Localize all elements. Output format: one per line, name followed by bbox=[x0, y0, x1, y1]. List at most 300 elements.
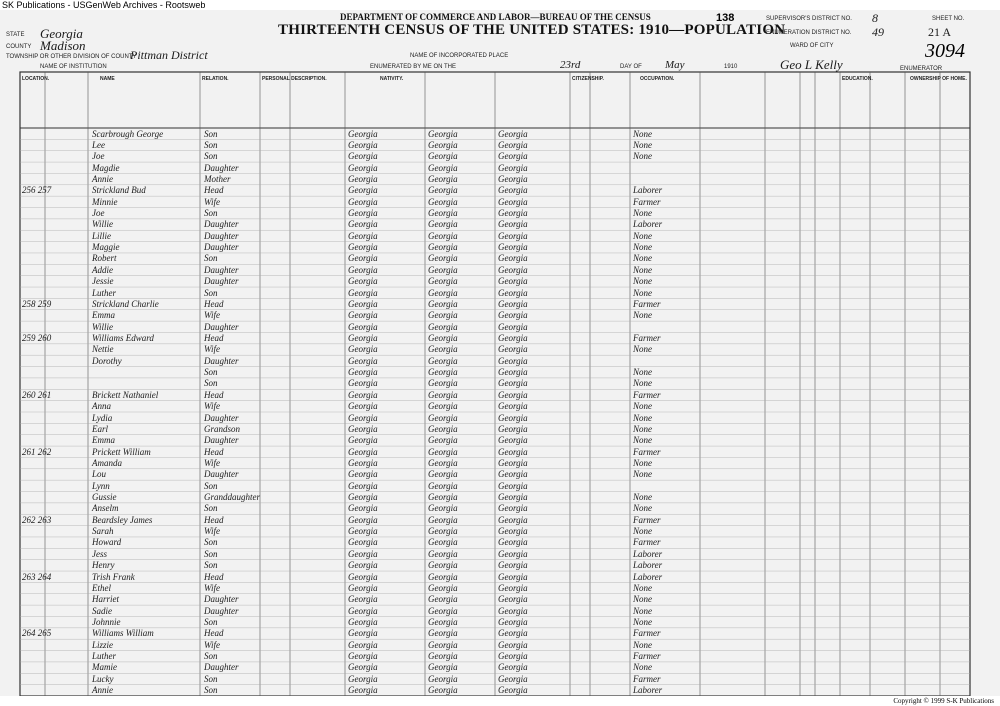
occupation-cell: Farmer bbox=[633, 651, 661, 662]
birthplace-father: Georgia bbox=[428, 219, 458, 230]
relation-cell: Son bbox=[204, 548, 218, 559]
birthplace-father: Georgia bbox=[428, 639, 458, 650]
birthplace-person: Georgia bbox=[348, 230, 378, 241]
birthplace-father: Georgia bbox=[428, 435, 458, 446]
birthplace-person: Georgia bbox=[348, 651, 378, 662]
enumeration-label: ENUMERATION DISTRICT NO. bbox=[766, 30, 852, 36]
relation-cell: Son bbox=[204, 616, 218, 627]
birthplace-person: Georgia bbox=[348, 492, 378, 503]
state-value: Georgia bbox=[40, 26, 83, 41]
birthplace-father: Georgia bbox=[428, 582, 458, 593]
birthplace-mother: Georgia bbox=[498, 208, 528, 219]
county-label: COUNTY bbox=[6, 44, 32, 50]
birthplace-person: Georgia bbox=[348, 480, 378, 491]
person-name: Henry bbox=[92, 560, 115, 571]
occupation-cell: Farmer bbox=[633, 196, 661, 207]
birthplace-mother: Georgia bbox=[498, 173, 528, 184]
birthplace-mother: Georgia bbox=[498, 378, 528, 389]
birthplace-father: Georgia bbox=[428, 242, 458, 253]
relation-cell: Grandson bbox=[204, 423, 241, 434]
relation-cell: Daughter bbox=[204, 321, 239, 332]
relation-cell: Daughter bbox=[204, 264, 239, 275]
occupation-cell: None bbox=[633, 378, 652, 389]
relation-cell: Daughter bbox=[204, 435, 239, 446]
birthplace-person: Georgia bbox=[348, 401, 378, 412]
birthplace-mother: Georgia bbox=[498, 537, 528, 548]
relation-cell: Daughter bbox=[204, 662, 239, 673]
birthplace-father: Georgia bbox=[428, 651, 458, 662]
enumeration-no: 49 bbox=[872, 25, 884, 39]
person-name: Lee bbox=[92, 139, 105, 150]
relation-cell: Wife bbox=[204, 310, 220, 321]
person-name: Harriet bbox=[92, 594, 119, 605]
birthplace-person: Georgia bbox=[348, 616, 378, 627]
occupation-cell: None bbox=[633, 582, 652, 593]
column-heading: EDUCATION. bbox=[842, 76, 873, 82]
birthplace-father: Georgia bbox=[428, 298, 458, 309]
occupation-cell: None bbox=[633, 242, 652, 253]
birthplace-mother: Georgia bbox=[498, 276, 528, 287]
relation-cell: Daughter bbox=[204, 469, 239, 480]
birthplace-mother: Georgia bbox=[498, 264, 528, 275]
birthplace-person: Georgia bbox=[348, 594, 378, 605]
page-number: 138 bbox=[716, 12, 735, 24]
birthplace-person: Georgia bbox=[348, 162, 378, 173]
relation-cell: Head bbox=[204, 332, 224, 343]
person-name: Luther bbox=[92, 287, 117, 298]
birthplace-person: Georgia bbox=[348, 253, 378, 264]
occupation-cell: Laborer bbox=[633, 548, 663, 559]
person-name: Addie bbox=[92, 264, 113, 275]
relation-cell: Head bbox=[204, 185, 224, 196]
birthplace-father: Georgia bbox=[428, 162, 458, 173]
relation-cell: Son bbox=[204, 651, 218, 662]
birthplace-father: Georgia bbox=[428, 548, 458, 559]
occupation-cell: None bbox=[633, 253, 652, 264]
birthplace-father: Georgia bbox=[428, 457, 458, 468]
birthplace-mother: Georgia bbox=[498, 242, 528, 253]
person-name: Willie bbox=[92, 321, 113, 332]
birthplace-father: Georgia bbox=[428, 514, 458, 525]
birthplace-mother: Georgia bbox=[498, 582, 528, 593]
person-name: Prickett William bbox=[92, 446, 151, 457]
birthplace-person: Georgia bbox=[348, 685, 378, 696]
relation-cell: Son bbox=[204, 560, 218, 571]
person-name: Dorothy bbox=[92, 355, 122, 366]
occupation-cell: None bbox=[633, 435, 652, 446]
birthplace-mother: Georgia bbox=[498, 401, 528, 412]
birthplace-person: Georgia bbox=[348, 389, 378, 400]
person-name: Joe bbox=[92, 151, 105, 162]
birthplace-father: Georgia bbox=[428, 139, 458, 150]
occupation-cell: None bbox=[633, 151, 652, 162]
birthplace-person: Georgia bbox=[348, 526, 378, 537]
occupation-cell: Laborer bbox=[633, 685, 663, 696]
relation-cell: Daughter bbox=[204, 162, 239, 173]
birthplace-mother: Georgia bbox=[498, 605, 528, 616]
birthplace-person: Georgia bbox=[348, 264, 378, 275]
dwelling-number: 264 265 bbox=[22, 628, 52, 639]
person-name: Robert bbox=[92, 253, 117, 264]
birthplace-mother: Georgia bbox=[498, 560, 528, 571]
birthplace-mother: Georgia bbox=[498, 139, 528, 150]
birthplace-father: Georgia bbox=[428, 571, 458, 582]
birthplace-father: Georgia bbox=[428, 469, 458, 480]
relation-cell: Son bbox=[204, 139, 218, 150]
column-heading: NAME bbox=[100, 76, 115, 82]
township-label: TOWNSHIP OR OTHER DIVISION OF COUNTY bbox=[6, 54, 137, 60]
relation-cell: Son bbox=[204, 128, 218, 139]
enumerator-name: Geo L Kelly bbox=[780, 57, 843, 72]
birthplace-person: Georgia bbox=[348, 151, 378, 162]
county-value: Madison bbox=[40, 38, 86, 53]
birthplace-father: Georgia bbox=[428, 560, 458, 571]
birthplace-mother: Georgia bbox=[498, 571, 528, 582]
birthplace-mother: Georgia bbox=[498, 151, 528, 162]
birthplace-mother: Georgia bbox=[498, 685, 528, 696]
sheet-label: SHEET NO. bbox=[932, 16, 965, 22]
birthplace-person: Georgia bbox=[348, 208, 378, 219]
person-name: Williams William bbox=[92, 628, 154, 639]
birthplace-person: Georgia bbox=[348, 378, 378, 389]
birthplace-father: Georgia bbox=[428, 628, 458, 639]
birthplace-father: Georgia bbox=[428, 446, 458, 457]
person-name: Lucky bbox=[92, 673, 114, 684]
relation-cell: Son bbox=[204, 673, 218, 684]
relation-cell: Head bbox=[204, 389, 224, 400]
place-label: NAME OF INCORPORATED PLACE bbox=[410, 53, 509, 59]
occupation-cell: Farmer bbox=[633, 446, 661, 457]
column-heading: CITIZENSHIP. bbox=[572, 76, 604, 82]
relation-cell: Daughter bbox=[204, 605, 239, 616]
person-name: Johnnie bbox=[92, 616, 121, 627]
birthplace-father: Georgia bbox=[428, 673, 458, 684]
person-name: Gussie bbox=[92, 492, 117, 503]
enumerated-day: 23rd bbox=[560, 59, 581, 71]
birthplace-mother: Georgia bbox=[498, 219, 528, 230]
sheet-no: 21 A bbox=[928, 25, 952, 39]
birthplace-mother: Georgia bbox=[498, 196, 528, 207]
stamp-number: 3094 bbox=[925, 40, 965, 62]
birthplace-father: Georgia bbox=[428, 662, 458, 673]
footer-bar bbox=[0, 696, 1000, 706]
person-name: Annie bbox=[92, 685, 113, 696]
relation-cell: Daughter bbox=[204, 219, 239, 230]
birthplace-mother: Georgia bbox=[498, 389, 528, 400]
birthplace-father: Georgia bbox=[428, 355, 458, 366]
occupation-cell: Farmer bbox=[633, 628, 661, 639]
birthplace-person: Georgia bbox=[348, 242, 378, 253]
birthplace-mother: Georgia bbox=[498, 298, 528, 309]
birthplace-person: Georgia bbox=[348, 571, 378, 582]
relation-cell: Wife bbox=[204, 401, 220, 412]
birthplace-mother: Georgia bbox=[498, 673, 528, 684]
birthplace-person: Georgia bbox=[348, 469, 378, 480]
birthplace-person: Georgia bbox=[348, 310, 378, 321]
birthplace-person: Georgia bbox=[348, 321, 378, 332]
birthplace-mother: Georgia bbox=[498, 616, 528, 627]
birthplace-mother: Georgia bbox=[498, 457, 528, 468]
birthplace-mother: Georgia bbox=[498, 287, 528, 298]
person-name: Lynn bbox=[92, 480, 110, 491]
column-heading: LOCATION. bbox=[22, 76, 50, 82]
relation-cell: Daughter bbox=[204, 355, 239, 366]
occupation-cell: Farmer bbox=[633, 514, 661, 525]
birthplace-person: Georgia bbox=[348, 639, 378, 650]
birthplace-person: Georgia bbox=[348, 628, 378, 639]
occupation-cell: Laborer bbox=[633, 571, 663, 582]
person-name: Beardsley James bbox=[92, 514, 153, 525]
birthplace-person: Georgia bbox=[348, 662, 378, 673]
dwelling-number: 263 264 bbox=[22, 571, 52, 582]
birthplace-person: Georgia bbox=[348, 423, 378, 434]
relation-cell: Head bbox=[204, 628, 224, 639]
birthplace-father: Georgia bbox=[428, 378, 458, 389]
birthplace-person: Georgia bbox=[348, 367, 378, 378]
occupation-cell: None bbox=[633, 287, 652, 298]
person-name: Anna bbox=[92, 401, 111, 412]
column-heading: PERSONAL DESCRIPTION. bbox=[262, 76, 327, 82]
birthplace-father: Georgia bbox=[428, 344, 458, 355]
relation-cell: Wife bbox=[204, 196, 220, 207]
person-name: Emma bbox=[92, 310, 115, 321]
birthplace-person: Georgia bbox=[348, 173, 378, 184]
birthplace-person: Georgia bbox=[348, 276, 378, 287]
birthplace-person: Georgia bbox=[348, 355, 378, 366]
relation-cell: Daughter bbox=[204, 412, 239, 423]
occupation-cell: None bbox=[633, 230, 652, 241]
column-heading: NATIVITY. bbox=[380, 76, 404, 82]
occupation-cell: None bbox=[633, 503, 652, 514]
birthplace-mother: Georgia bbox=[498, 230, 528, 241]
birthplace-person: Georgia bbox=[348, 344, 378, 355]
birthplace-father: Georgia bbox=[428, 605, 458, 616]
person-name: Annie bbox=[92, 173, 113, 184]
enumerated-month: May bbox=[665, 59, 685, 71]
birthplace-father: Georgia bbox=[428, 412, 458, 423]
relation-cell: Head bbox=[204, 571, 224, 582]
birthplace-mother: Georgia bbox=[498, 639, 528, 650]
occupation-cell: None bbox=[633, 639, 652, 650]
birthplace-mother: Georgia bbox=[498, 628, 528, 639]
birthplace-father: Georgia bbox=[428, 264, 458, 275]
column-heading: OWNERSHIP OF HOME. bbox=[910, 76, 967, 82]
birthplace-mother: Georgia bbox=[498, 321, 528, 332]
birthplace-person: Georgia bbox=[348, 605, 378, 616]
dwelling-number: 258 259 bbox=[22, 298, 52, 309]
relation-cell: Head bbox=[204, 514, 224, 525]
column-heading: RELATION. bbox=[202, 76, 229, 82]
census-title: THIRTEENTH CENSUS OF THE UNITED STATES: 1910—POPULATION bbox=[278, 22, 786, 38]
birthplace-person: Georgia bbox=[348, 457, 378, 468]
copyright-notice: Copyright © 1999 S-K Publications bbox=[893, 697, 994, 705]
person-name: Lillie bbox=[92, 230, 112, 241]
occupation-cell: Farmer bbox=[633, 537, 661, 548]
birthplace-father: Georgia bbox=[428, 367, 458, 378]
occupation-cell: Farmer bbox=[633, 673, 661, 684]
relation-cell: Granddaughter bbox=[204, 492, 260, 503]
occupation-cell: Farmer bbox=[633, 389, 661, 400]
person-name: Brickett Nathaniel bbox=[92, 389, 159, 400]
birthplace-person: Georgia bbox=[348, 412, 378, 423]
year: 1910 bbox=[724, 64, 738, 70]
birthplace-person: Georgia bbox=[348, 537, 378, 548]
person-name: Anselm bbox=[92, 503, 119, 514]
occupation-cell: None bbox=[633, 276, 652, 287]
birthplace-person: Georgia bbox=[348, 298, 378, 309]
birthplace-person: Georgia bbox=[348, 514, 378, 525]
birthplace-person: Georgia bbox=[348, 287, 378, 298]
birthplace-father: Georgia bbox=[428, 401, 458, 412]
dwelling-number: 262 263 bbox=[22, 514, 52, 525]
enumerated-label: ENUMERATED BY ME ON THE bbox=[370, 64, 457, 70]
relation-cell: Son bbox=[204, 685, 218, 696]
person-name: Lou bbox=[92, 469, 107, 480]
person-name: Willie bbox=[92, 219, 113, 230]
birthplace-father: Georgia bbox=[428, 173, 458, 184]
relation-cell: Son bbox=[204, 367, 218, 378]
person-name: Luther bbox=[92, 651, 117, 662]
relation-cell: Head bbox=[204, 446, 224, 457]
birthplace-father: Georgia bbox=[428, 616, 458, 627]
birthplace-mother: Georgia bbox=[498, 548, 528, 559]
birthplace-mother: Georgia bbox=[498, 355, 528, 366]
birthplace-father: Georgia bbox=[428, 276, 458, 287]
birthplace-mother: Georgia bbox=[498, 662, 528, 673]
dwelling-number: 256 257 bbox=[22, 185, 52, 196]
birthplace-person: Georgia bbox=[348, 128, 378, 139]
birthplace-father: Georgia bbox=[428, 503, 458, 514]
birthplace-father: Georgia bbox=[428, 208, 458, 219]
birthplace-father: Georgia bbox=[428, 537, 458, 548]
relation-cell: Son bbox=[204, 537, 218, 548]
birthplace-father: Georgia bbox=[428, 594, 458, 605]
birthplace-father: Georgia bbox=[428, 287, 458, 298]
occupation-cell: None bbox=[633, 492, 652, 503]
relation-cell: Son bbox=[204, 480, 218, 491]
column-heading: OCCUPATION. bbox=[640, 76, 675, 82]
person-name: Mamie bbox=[92, 662, 117, 673]
birthplace-mother: Georgia bbox=[498, 185, 528, 196]
occupation-cell: None bbox=[633, 367, 652, 378]
supervisor-no: 8 bbox=[872, 11, 878, 25]
window-title-bar bbox=[0, 0, 1000, 10]
birthplace-mother: Georgia bbox=[498, 594, 528, 605]
person-name: Nettie bbox=[92, 344, 114, 355]
occupation-cell: None bbox=[633, 662, 652, 673]
birthplace-mother: Georgia bbox=[498, 446, 528, 457]
birthplace-mother: Georgia bbox=[498, 412, 528, 423]
relation-cell: Head bbox=[204, 298, 224, 309]
person-name: Williams Edward bbox=[92, 332, 154, 343]
relation-cell: Son bbox=[204, 503, 218, 514]
occupation-cell: Laborer bbox=[633, 560, 663, 571]
township-value: Pittman District bbox=[130, 48, 208, 62]
person-name: Lizzie bbox=[92, 639, 114, 650]
birthplace-mother: Georgia bbox=[498, 469, 528, 480]
birthplace-father: Georgia bbox=[428, 185, 458, 196]
birthplace-mother: Georgia bbox=[498, 253, 528, 264]
occupation-cell: None bbox=[633, 526, 652, 537]
occupation-cell: None bbox=[633, 208, 652, 219]
occupation-cell: None bbox=[633, 605, 652, 616]
occupation-cell: Laborer bbox=[633, 219, 663, 230]
relation-cell: Son bbox=[204, 208, 218, 219]
person-name: Maggie bbox=[92, 242, 120, 253]
birthplace-mother: Georgia bbox=[498, 480, 528, 491]
occupation-cell: None bbox=[633, 344, 652, 355]
day-label: DAY OF bbox=[620, 64, 642, 70]
supervisor-label: SUPERVISOR'S DISTRICT NO. bbox=[766, 16, 852, 22]
birthplace-father: Georgia bbox=[428, 685, 458, 696]
person-name: Ethel bbox=[92, 582, 111, 593]
birthplace-father: Georgia bbox=[428, 128, 458, 139]
window-title: SK Publications - USGenWeb Archives - Rootsweb bbox=[2, 0, 206, 10]
person-name: Emma bbox=[92, 435, 115, 446]
birthplace-person: Georgia bbox=[348, 332, 378, 343]
birthplace-mother: Georgia bbox=[498, 367, 528, 378]
occupation-cell: None bbox=[633, 469, 652, 480]
dwelling-number: 260 261 bbox=[22, 389, 52, 400]
birthplace-person: Georgia bbox=[348, 673, 378, 684]
occupation-cell: None bbox=[633, 139, 652, 150]
birthplace-mother: Georgia bbox=[498, 435, 528, 446]
birthplace-mother: Georgia bbox=[498, 344, 528, 355]
birthplace-mother: Georgia bbox=[498, 128, 528, 139]
census-sheet bbox=[0, 10, 1000, 696]
dwelling-number: 261 262 bbox=[22, 446, 52, 457]
occupation-cell: None bbox=[633, 594, 652, 605]
birthplace-father: Georgia bbox=[428, 310, 458, 321]
occupation-cell: None bbox=[633, 423, 652, 434]
birthplace-father: Georgia bbox=[428, 389, 458, 400]
birthplace-father: Georgia bbox=[428, 151, 458, 162]
ward-label: WARD OF CITY bbox=[790, 43, 834, 49]
relation-cell: Son bbox=[204, 378, 218, 389]
person-name: Sadie bbox=[92, 605, 112, 616]
occupation-cell: None bbox=[633, 616, 652, 627]
relation-cell: Daughter bbox=[204, 242, 239, 253]
person-name: Strickland Charlie bbox=[92, 298, 159, 309]
birthplace-father: Georgia bbox=[428, 230, 458, 241]
person-name: Joe bbox=[92, 208, 105, 219]
birthplace-mother: Georgia bbox=[498, 162, 528, 173]
occupation-cell: Farmer bbox=[633, 332, 661, 343]
relation-cell: Daughter bbox=[204, 594, 239, 605]
relation-cell: Wife bbox=[204, 582, 220, 593]
birthplace-person: Georgia bbox=[348, 503, 378, 514]
birthplace-mother: Georgia bbox=[498, 503, 528, 514]
relation-cell: Son bbox=[204, 253, 218, 264]
person-name: Magdie bbox=[92, 162, 120, 173]
birthplace-mother: Georgia bbox=[498, 514, 528, 525]
birthplace-father: Georgia bbox=[428, 196, 458, 207]
birthplace-father: Georgia bbox=[428, 423, 458, 434]
relation-cell: Wife bbox=[204, 639, 220, 650]
birthplace-father: Georgia bbox=[428, 321, 458, 332]
relation-cell: Wife bbox=[204, 526, 220, 537]
birthplace-father: Georgia bbox=[428, 480, 458, 491]
person-name: Minnie bbox=[92, 196, 118, 207]
institution-label: NAME OF INSTITUTION bbox=[40, 64, 107, 70]
birthplace-person: Georgia bbox=[348, 548, 378, 559]
person-name: Jessie bbox=[92, 276, 114, 287]
birthplace-person: Georgia bbox=[348, 139, 378, 150]
enumerator-label: ENUMERATOR bbox=[900, 66, 943, 72]
state-label: STATE bbox=[6, 32, 25, 38]
birthplace-person: Georgia bbox=[348, 185, 378, 196]
birthplace-person: Georgia bbox=[348, 560, 378, 571]
